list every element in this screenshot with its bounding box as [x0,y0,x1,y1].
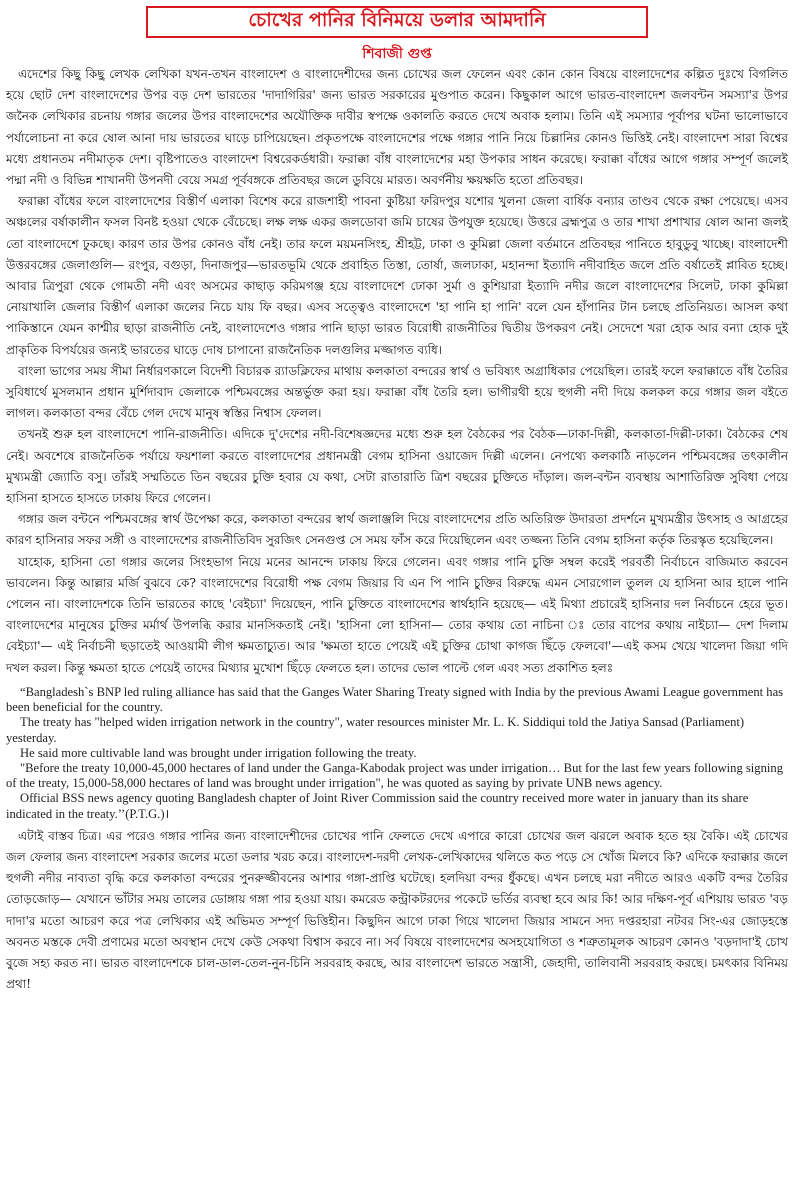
english-quote-block [6,685,788,822]
quote-paragraph: “Bangladesh`s BNP led ruling alliance has said that the Ganges Water Sharing Treaty signed with India by the previous Awami League government has been beneficial for the country. [6,684,784,715]
paragraph: বাংলা ভাগের সময় সীমা নির্ধারণকালে বিদেশী বিচারক র‍্যাডক্লিফের মাথায় কলকাতা বন্দরের স্বার্থ ও ভবিষ্যৎ অগ্রাধিকার পেয়েছিল। তারই ফলে ফরাক্কাতে বাঁধ তৈরির সুবিধার্থে মুসলমান প্রধান মুর্শিদাবাদ জেলাকে পশ্চিমবঙ্গের অন্তর্ভুক্ত করা হয়। ফরাক্কা বাঁধ তৈরি হল। ভাগীরথী হয়ে হুগলী নদী দিয়ে কলকল করে গঙ্গার জল বইতে লাগল। কলকাতা বন্দর বেঁচে গেল দেখে মানুষ স্বস্তির নিশ্বাস ফেলল। [6,363,788,421]
quote-paragraph: The treaty has "helped widen irrigation network in the country", water resources minister Mr. L. K. Siddiqui told the Jatiya Sansad (Parliament) yesterday. [6,715,745,745]
quote-paragraph: Official BSS news agency quoting Bangladesh chapter of Joint River Commission said the country received more water in january than its share indicated in the treaty.’’(P.T.G.)। [6,791,749,821]
paragraph: গঙ্গার জল বন্টনে পশ্চিমবঙ্গের স্বার্থ উপেক্ষা করে, কলকাতা বন্দরের স্বার্থ জলাঞ্জলি দিয়ে বাংলাদেশের প্রতি অতিরিক্ত উদারতা প্রদর্শনে মুখ্যমন্ত্রীর উৎসাহ ও আগ্রহের কারণ হাসিনার সফর সঙ্গী ও বাংলাদেশের রাজনীতিবিদ সুরজিৎ সেনগুপ্ত সে সময় ফাঁস করে দিয়েছিলেন এবং তজ্জন্য তিনি বেগম হাসিনা কর্তৃক তিরস্কৃত হয়েছিলেন। [6,512,788,548]
article-title: চোখের পানির বিনিময়ে ডলার আমদানি [146,6,648,38]
article-body [6,64,788,995]
paragraph: এটাই বাস্তব চিত্র। এর পরেও গঙ্গার পানির জন্য বাংলাদেশীদের চোখের পানি ফেলতে দেখে এপারে কারো চোখের জল ঝরলে অবাক হতে হয় বৈকি। এই চোখের জল ফেলার জন্য বাংলাদেশ সরকার জলের মতো ডলার খরচ করে। বাংলাদেশ-দরদী লেখক-লেখিকাদের থলিতে কত পড়ে সে খোঁজ মিলবে কি? এদিকে ফরাক্কার জলে হুগলী নদীর নাব্যতা বৃদ্ধি করে কলকাতা বন্দরের পুনরুজ্জীবনের আশার গঙ্গা-প্রাপ্তি ঘটেছে। হলদিয়া বন্দর ধুঁকছে। এখন চলছে মরা নদীতে আরও একটি বন্দর তৈরির তোড়জোড়— যেখানে ভাঁটার সময় তালের ডোঙ্গায় গঙ্গা পার হওয়া যায়। কমরেড কন্ট্রাকটরদের পকেটে ভর্তির ব্যবস্থা হবে আর কি! আর দক্ষিণ-পূর্ব এশিয়ায় ভারত 'বড় দাদা'র মতো আচরণ করে পত্র লেখিকার এই অভিমত সম্পূর্ণ ভিত্তিহীন। কিছুদিন আগে ঢাকা গিয়ে খালেদা জিয়ার সামনে সদ্য দপ্তরহারা নটবর সিং-এর জোড়হস্তে অবনত মস্তকে দেবী প্রণামের মতো অবস্থান দেখে কেউ সেকথা বিশ্বাস করবে না। সর্ব বিষয়ে বাংলাদেশের অসহযোগিতা ও শত্রুতামূলক আচরণ কোনও 'বড়দাদা'ই চোখ বুজে সহ্য করত না। ভারত বাংলাদেশকে চাল-ডাল-তেল-নুন-চিনি সরবরাহ করছে, আর বাংলাদেশ ভারতে সন্ত্রাসী, জেহাদী, তালিবানী সরবরাহ করছে। চমৎকার বিনিময় প্রথা! [6,828,788,992]
paragraph: তখনই শুরু হল বাংলাদেশে পানি-রাজনীতি। এদিকে দু'দেশের নদী-বিশেষজ্ঞদের মধ্যে শুরু হল বৈঠকের পর বৈঠক—ঢাকা-দিল্লী, কলকাতা-দিল্লী-ঢাকা। বৈঠকের শেষ নেই। অবশেষে রাজনৈতিক পর্যায়ে ফয়শালা করতে বাংলাদেশের প্রধানমন্ত্রী বেগম হাসিনা ওয়াজেদ দিল্লী এলেন। নেপথ্যে কলকাঠি নাড়লেন পশ্চিমবঙ্গের তৎকালীন মুখ্যমন্ত্রী জ্যোতি বসু। তাঁরই সম্মতিতে তিন বছরের চুক্তি হবার যে কথা, সেটা রাতারাতি ত্রিশ বছরের চুক্তিতে দাঁড়াল। জল-বন্টন ব্যবস্থায় আশাতিরিক্ত সুবিধা পেয়ে হাসিনা হাসতে হাসতে ঢাকায় ফিরে গেলেন। [6,427,788,506]
bengali-section-1 [6,64,788,679]
paragraph: যাহোক, হাসিনা তো গঙ্গার জলের সিংহভাগ নিয়ে মনের আনন্দে ঢাকায় ফিরে গেলেন। এবং গঙ্গার পানি চুক্তি সম্বল করেই পরবর্তী নির্বাচনে বাজিমাত করবেন ভাবলেন। কিন্তু আল্লার মর্জি বুঝবে কে? বাংলাদেশের বিরোধী পক্ষ বেগম জিয়ার বি এন পি পানি চুক্তির বিরুদ্ধে এমন সোরগোল তুলল যে হাসিনা আর হালে পানি পেলেন না। বাংলাদেশকে তিনি ভারতের কাছে 'বেইচ্যা' দিয়েছেন, পানি চুক্তিতে বাংলাদেশের স্বার্থহানি হয়েছে— এই মিথ্যা প্রচারেই হাসিনার দল নির্বাচনে হেরে ভূত। বাংলাদেশের মানুষের চুক্তির মর্মার্থ উপলব্ধি করার মানসিকতাই নেই। 'হাসিনা লো হাসিনা— তোর কথায় তো নাচিনা ঃ তোর বাপের কথায় নাইচ্যা— দেশ দিলাম বেইচ্যা'— এই নির্বাচনী ছড়াতেই আওয়ামী লীগ ক্ষমতাচ্যুত। আর 'ক্ষমতা হাতে পেয়েই এই চুক্তির চোথা কাগজ ছিঁড়ে ফেলবো'—এই কসম খেয়ে খালেদা জিয়া গদি দখল করল। কিন্তু ক্ষমতা হাতে পেয়েই তাদের মিথ্যার মুখোশ ছিঁড়ে ফেলতে হল। তাদের ভোল পাল্টে গেল এবং সত্য প্রকাশিত হলঃ [6,554,788,675]
paragraph: এদেশের কিছু কিছু লেখক লেখিকা যখন-তখন বাংলাদেশ ও বাংলাদেশীদের জন্য চোখের জল ফেলেন এবং কোন কোন বিষয়ে বাংলাদেশের কল্পিত দুঃখে বিগলিত হয়ে ছোট দেশ বাংলাদেশের উপর বড় দেশ ভারতের 'দাদাগিরির' জন্য ভারত সরকারের মুণ্ডপাত করেন। কিছুকাল আগে ভারত-বাংলাদেশ জলবন্টন সমস্যা'র উপর জনৈক লেখিকার রচনায় গঙ্গার জলের উপর বাংলাদেশের অযৌক্তিক দাবীর স্বপক্ষে ওকালতি করতে দেখে অবাক হলাম। তিনি এই সমস্যার পূর্বাপর ঘটনা ভালোভাবে পর্যালোচনা না করে ষোল আনা দায় ভারতের ঘাড়ে চাপিয়েছেন। প্রকৃতপক্ষে বাংলাদেশের পক্ষে গঙ্গার পানি নিয়ে চিল্লানির কোনও ভিত্তিই নেই। বাংলাদেশ সারা বিশ্বের মধ্যে প্রধানতম নদীমাতৃক দেশ। বৃষ্টিপাতেও বাংলাদেশ বিশ্বরেকর্ডধারী। ফরাক্কা বাঁধ বাংলাদেশের মহা উপকার সাধন করেছে। ফরাক্কা বাঁধের আগে গঙ্গার সম্পূর্ণ জলেই পদ্মা নদী ও বিভিন্ন শাখানদী উপনদী বেয়ে সমগ্র পূর্ববঙ্গকে প্রতিবছর জলে ডুবিয়ে মারত। অবর্ণনীয় ক্ষয়ক্ষতি হতো প্রতিবছর। [6,67,788,188]
quote-paragraph: He said more cultivable land was brought under irrigation following the treaty. [20,745,417,760]
paragraph: ফরাক্কা বাঁধের ফলে বাংলাদেশের বিস্তীর্ণ এলাকা বিশেষ করে রাজশাহী পাবনা কুষ্টিয়া ফরিদপুর যশোর খুলনা জেলা বার্ষিক বন্যার তাণ্ডব থেকে রক্ষা পেয়েছে। এসব অঞ্চলের বর্ষাকালীন ফসল বিনষ্ট হওয়া থেকে বেঁচেছে। লক্ষ লক্ষ একর জলডোবা জমি চাষের উপযুক্ত হয়েছে। উত্তরে ব্রহ্মপুত্র ও তার শাখা প্রশাখার ষোল আনা জলই তো বাংলাদেশে ঢুকছে। কারণ তার উপর কোনও বাঁধ নেই। তার ফলে ময়মনসিংহ, শ্রীহট্ট, ঢাকা ও কুমিল্লা জেলা বর্তমানে প্রতিবছর পানিতে হাবুডুবু খাচ্ছে। বাংলাদেশী উত্তরবঙ্গের জেলাগুলি— রংপুর, বগুড়া, দিনাজপুর—ভারতভূমি থেকে প্রবাহিত তিস্তা, তোর্ষা, জলঢাকা, মহানন্দা ইত্যাদি নদীবাহিত জলে প্রতি বর্ষাতেই প্লাবিত হচ্ছে। আবার ত্রিপুরা থেকে গোমতী নদী এবং অসমের কাছাড় করিমগঞ্জ হয়ে বাংলাদেশে ঢোকা সুর্মা ও কুশিয়ারা ইত্যাদি নদীর জলে বাংলাদেশের সিলেট, ঢাকা কুমিল্লা নোয়াখালি জেলার বিস্তীর্ণ এলাকা জলের নিচে যায় ফি বছর। এসব সত্ত্বেও বাংলাদেশে 'হা পানি হা পানি' বলে যেন হাঁপানির টান চলছে প্রতিনিয়ত। আসল কথা পাকিস্তানে যেমন কাশ্মীর ছাড়া রাজনীতি নেই, বাংলাদেশেও গঙ্গার পানি ছাড়া ভারত বিরোধী রাজনীতির দ্বিতীয় উপকরণ নেই। সেদেশে খরা হোক আর বন্যা হোক দুই প্রাকৃতিক বিপর্যয়ের জন্যই ভারতের ঘাড়ে দোষ চাপানো রাজনৈতিক দলগুলির মজ্জাগত ব্যধি। [6,194,788,357]
quote-paragraph: "Before the treaty 10,000-45,000 hectares of land under the Ganga-Kabodak project was under irrigation… But for the last few years following signing of the treaty, 15,000-58,000 hectares of land was brought under irrigation", he was quoted as saying by private UNB news agency. [6,760,783,791]
article-author: শিবাজী গুপ্ত [362,46,432,62]
bengali-section-2 [6,826,788,996]
